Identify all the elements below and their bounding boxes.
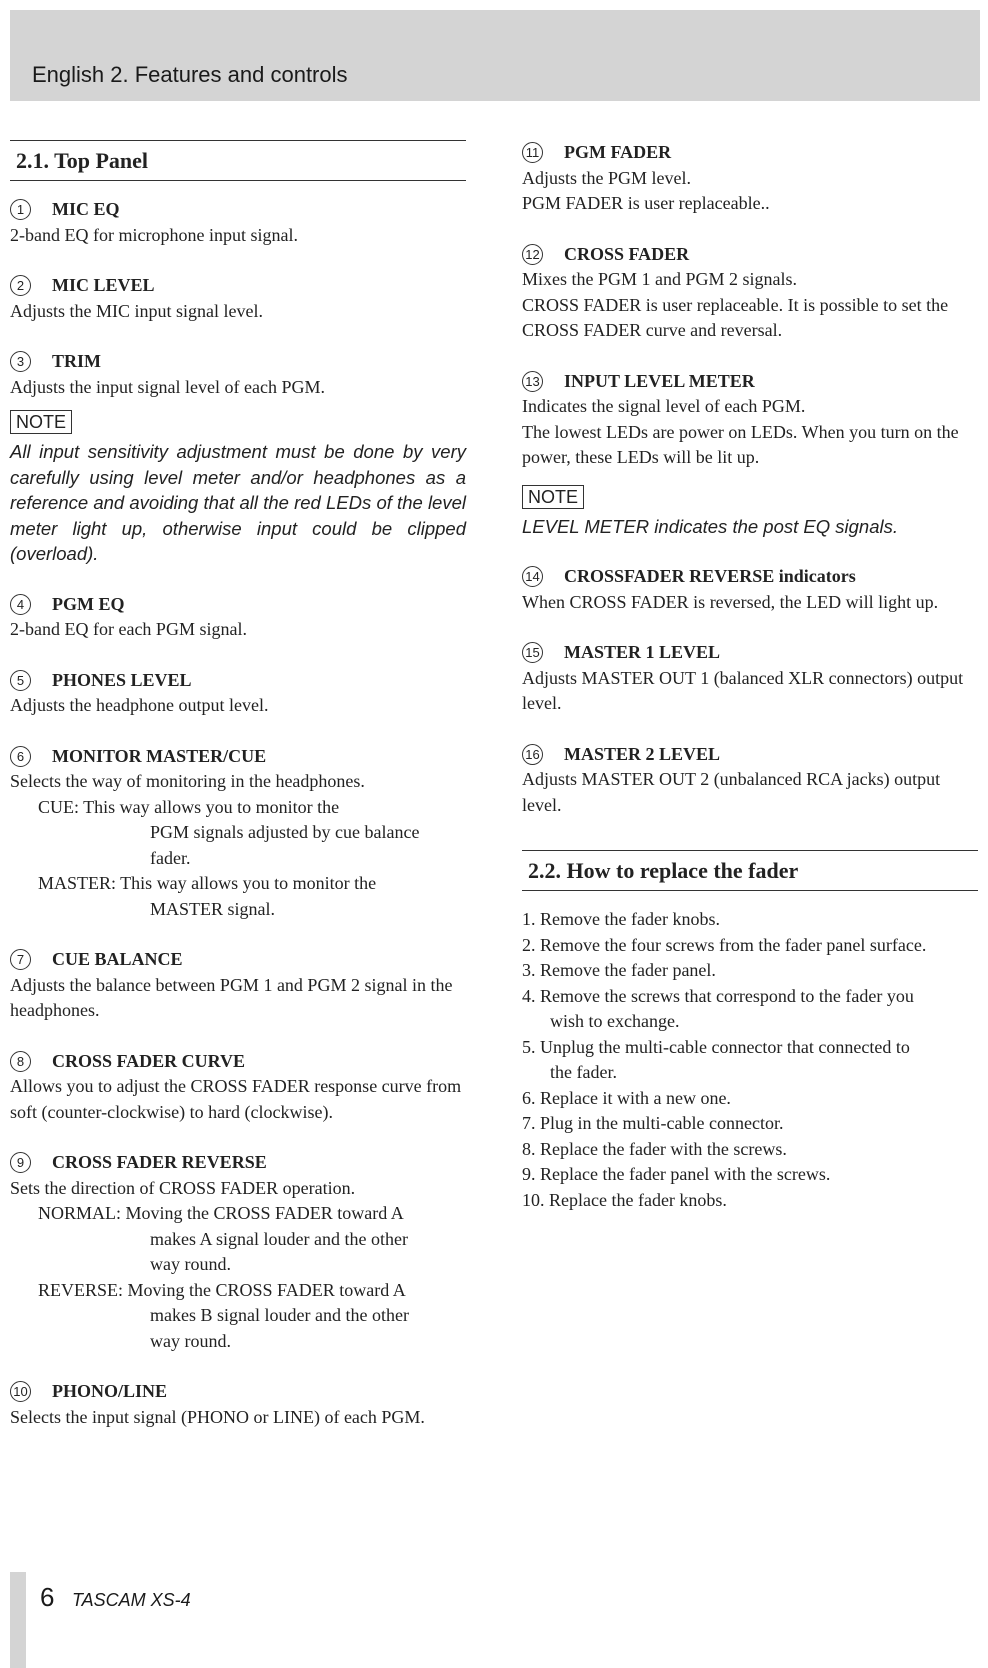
step-number: 7. <box>522 1113 536 1133</box>
item-title: CROSSFADER REVERSE indicators <box>564 566 856 586</box>
step-text: Replace the fader panel with the screws. <box>540 1164 831 1184</box>
list-item <box>522 1086 978 1112</box>
number-badge: 11 <box>522 142 543 163</box>
item-desc: 2-band EQ for each PGM signal. <box>10 619 247 639</box>
item-title: MONITOR MASTER/CUE <box>52 745 267 766</box>
section-title-top-panel: 2.1. Top Panel <box>10 140 466 181</box>
footer-bar <box>10 1572 26 1668</box>
number-badge: 1 <box>10 199 31 220</box>
number-badge: 7 <box>10 949 31 970</box>
item-desc: Adjusts the input signal level of each PGM. <box>10 376 325 397</box>
item-desc: Adjusts MASTER OUT 1 (balanced XLR connectors) output level. <box>522 667 964 713</box>
item-desc: 2-band EQ for microphone input signal. <box>10 224 298 245</box>
definition-line: way round. <box>150 1254 231 1274</box>
step-continuation: wish to exchange. <box>550 1011 680 1031</box>
item-title: CROSS FADER <box>564 243 690 264</box>
note-label: NOTE <box>10 410 72 434</box>
definition-term: REVERSE: Moving the CROSS FADER toward A <box>38 1279 406 1300</box>
item-desc: Selects the input signal (PHONO or LINE) of each PGM. <box>10 1406 425 1427</box>
item-title: MASTER 2 LEVEL <box>564 743 721 764</box>
list-item <box>522 984 978 1010</box>
step-text: Replace the fader knobs. <box>549 1189 727 1210</box>
definition-cue <box>10 795 466 872</box>
definition-reverse <box>10 1278 466 1355</box>
item-4 <box>10 592 466 643</box>
item-desc: Mixes the PGM 1 and PGM 2 signals. <box>522 269 798 289</box>
item-desc: CROSS FADER is user replaceable. It is possible to set the CROSS FADER curve and reversal. <box>522 294 949 340</box>
list-item <box>522 1137 978 1163</box>
number-badge: 8 <box>10 1051 31 1072</box>
definition-term: NORMAL: Moving the CROSS FADER toward A <box>38 1203 404 1223</box>
item-desc: The lowest LEDs are power on LEDs. When you turn on the power, these LEDs will be lit up. <box>522 421 959 467</box>
number-badge: 10 <box>10 1381 31 1402</box>
step-text: Remove the fader knobs. <box>540 909 720 929</box>
item-title: MIC EQ <box>52 199 120 219</box>
step-text: Plug in the multi-cable connector. <box>540 1113 784 1133</box>
item-8 <box>10 1049 466 1126</box>
list-item <box>522 958 978 984</box>
item-7 <box>10 947 466 1024</box>
definition-line: MASTER signal. <box>150 898 276 919</box>
step-number: 6. <box>522 1087 536 1108</box>
definition-line: fader. <box>150 847 191 868</box>
step-continuation: the fader. <box>550 1062 617 1082</box>
list-item <box>522 1035 978 1061</box>
step-number: 2. <box>522 934 536 955</box>
list-item <box>522 1162 978 1188</box>
note-text: All input sensitivity adjustment must be done by very carefully using level meter and/or headphones as a reference and avoiding that all the red LEDs of the level meter light up, otherwise input could be clipped (overload). <box>10 441 466 564</box>
definition-normal <box>10 1201 466 1278</box>
page-header <box>10 10 980 101</box>
step-number: 3. <box>522 960 536 980</box>
number-badge: 6 <box>10 746 31 767</box>
step-text: Replace the fader with the screws. <box>540 1138 787 1159</box>
list-item <box>522 1111 978 1137</box>
number-badge: 9 <box>10 1152 31 1173</box>
step-text: Remove the fader panel. <box>540 960 716 980</box>
number-badge: 12 <box>522 244 543 265</box>
step-number: 10. <box>522 1189 545 1210</box>
definition-line: PGM signals adjusted by cue balance <box>150 822 420 842</box>
number-badge: 2 <box>10 275 31 296</box>
definition-line: way round. <box>150 1330 231 1351</box>
list-item <box>522 933 978 959</box>
item-title: PHONO/LINE <box>52 1381 168 1401</box>
item-title: CROSS FADER REVERSE <box>52 1152 267 1172</box>
step-number: 1. <box>522 909 536 929</box>
item-10 <box>10 1379 466 1430</box>
number-badge: 16 <box>522 744 543 765</box>
item-1 <box>10 197 466 248</box>
item-desc: Adjusts the PGM level. <box>522 167 691 188</box>
right-column <box>522 140 978 1213</box>
item-13 <box>522 369 978 471</box>
item-title: CROSS FADER CURVE <box>52 1050 246 1071</box>
footer-model: TASCAM XS-4 <box>72 1590 191 1610</box>
item-desc: Adjusts MASTER OUT 2 (unbalanced RCA jacks) output level. <box>522 769 941 815</box>
item-11 <box>522 140 978 217</box>
item-title: MASTER 1 LEVEL <box>564 642 721 662</box>
step-text: Remove the screws that correspond to the fader you <box>540 985 914 1006</box>
number-badge: 13 <box>522 371 543 392</box>
item-desc: Adjusts the balance between PGM 1 and PGM 2 signal in the headphones. <box>10 974 453 1020</box>
definition-term: MASTER: This way allows you to monitor the <box>38 873 377 893</box>
item-desc: Allows you to adjust the CROSS FADER response curve from soft (counter-clockwise) to hard (clockwise). <box>10 1076 462 1122</box>
item-6 <box>10 744 466 923</box>
number-badge: 5 <box>10 670 31 691</box>
page-number: 6 <box>40 1582 55 1612</box>
item-title: TRIM <box>52 351 101 371</box>
item-desc: Adjusts the headphone output level. <box>10 695 269 715</box>
item-title: CUE BALANCE <box>52 949 183 969</box>
step-text: Replace it with a new one. <box>540 1087 731 1108</box>
step-number: 4. <box>522 985 536 1006</box>
definition-line: makes A signal louder and the other <box>150 1228 408 1249</box>
step-number: 9. <box>522 1164 536 1184</box>
step-text: Unplug the multi-cable connector that connected to <box>540 1036 910 1057</box>
item-title: PGM FADER <box>564 142 672 162</box>
item-title: INPUT LEVEL METER <box>564 370 755 391</box>
number-badge: 4 <box>10 594 31 615</box>
item-title: PHONES LEVEL <box>52 669 192 690</box>
number-badge: 15 <box>522 642 543 663</box>
section-title-replace-fader: 2.2. How to replace the fader <box>522 850 978 891</box>
step-number: 5. <box>522 1036 536 1057</box>
item-9 <box>10 1150 466 1354</box>
step-number: 8. <box>522 1138 536 1159</box>
item-15 <box>522 640 978 717</box>
number-badge: 3 <box>10 351 31 372</box>
list-item <box>522 1188 978 1214</box>
step-text: Remove the four screws from the fader panel surface. <box>540 934 927 955</box>
item-desc: Indicates the signal level of each PGM. <box>522 396 806 416</box>
number-badge: 14 <box>522 566 543 587</box>
item-desc: Sets the direction of CROSS FADER operation. <box>10 1177 356 1198</box>
item-14 <box>522 564 978 615</box>
header-title: English 2. Features and controls <box>32 62 348 87</box>
item-16 <box>522 742 978 819</box>
item-desc: PGM FADER is user replaceable.. <box>522 193 770 213</box>
definition-line: makes B signal louder and the other <box>150 1305 409 1325</box>
item-2 <box>10 273 466 324</box>
item-desc: Adjusts the MIC input signal level. <box>10 300 263 321</box>
item-5 <box>10 668 466 719</box>
note-text: LEVEL METER indicates the post EQ signals. <box>522 515 899 537</box>
list-item <box>522 907 978 933</box>
steps-list <box>522 907 978 1213</box>
item-desc: Selects the way of monitoring in the headphones. <box>10 771 365 791</box>
definition-term: CUE: This way allows you to monitor the <box>38 796 340 817</box>
left-column <box>10 140 466 1455</box>
item-12 <box>522 242 978 344</box>
item-desc: When CROSS FADER is reversed, the LED will light up. <box>522 591 939 612</box>
item-title: PGM EQ <box>52 593 125 614</box>
definition-master <box>10 871 466 922</box>
item-title: MIC LEVEL <box>52 275 155 295</box>
item-3 <box>10 349 466 400</box>
note-label: NOTE <box>522 485 584 509</box>
